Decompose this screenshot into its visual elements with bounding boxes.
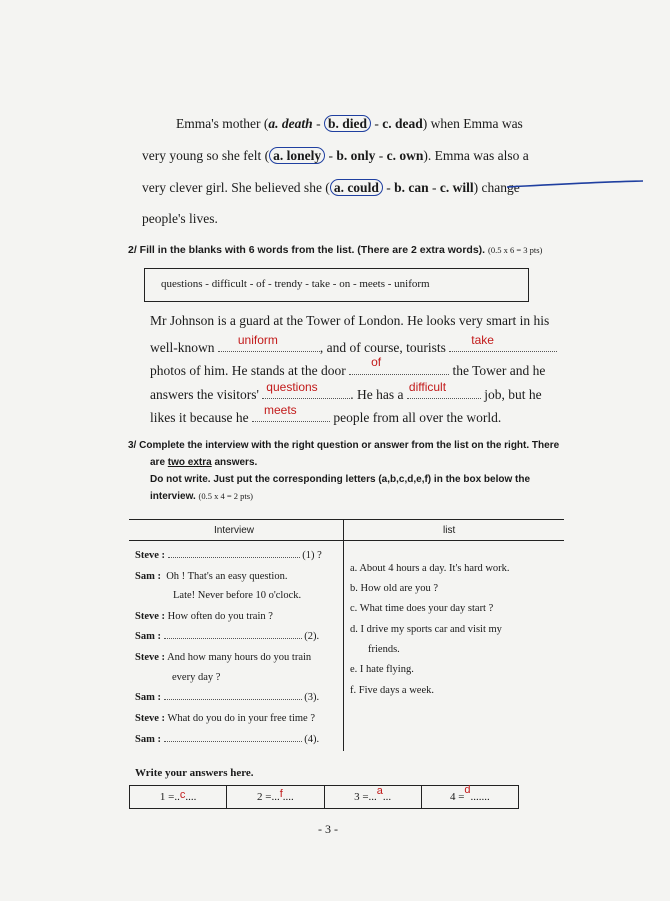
section-3-title-line-3: Do not write. Just put the corresponding letters (a,b,c,d,e,f) in the box below the: [150, 474, 531, 485]
list-item-e: e. I hate flying.: [350, 664, 414, 675]
option-death: a. death: [268, 116, 313, 131]
blank-3: [349, 355, 449, 375]
answer-cell-4: 4 = d .......: [449, 784, 490, 803]
interview-blank-1: [168, 557, 300, 558]
header-interview: Interview: [214, 525, 255, 536]
word-list: questions - difficult - of - trendy - take - on - meets - uniform: [161, 278, 430, 290]
section-3-title-line-4: interview. (0.5 x 4 = 2 pts): [150, 491, 253, 502]
interview-blank-2: [164, 638, 302, 639]
blank-2: [449, 333, 557, 352]
interview-line-1: Steve : (1) ?: [135, 550, 322, 561]
list-item-a: a. About 4 hours a day. It's hard work.: [350, 563, 510, 574]
interview-line-4: Sam : (2).: [135, 631, 320, 642]
blank-4: [262, 380, 350, 399]
answer-letter-2: f: [279, 788, 283, 800]
interview-line-5b: every day ?: [172, 672, 221, 683]
answer-difficult: difficult: [408, 380, 447, 394]
passage-line-4: people's lives.: [142, 211, 218, 226]
option-lonely-circled: a. lonely: [269, 147, 325, 164]
interview-line-3: Steve : How often do you train ?: [135, 611, 273, 622]
option-dead: c. dead: [382, 116, 423, 131]
list-item-d-cont: friends.: [368, 644, 400, 655]
answer-questions: questions: [266, 380, 318, 394]
option-will: c. will: [439, 180, 474, 195]
section-2-title: 2/ Fill in the blanks with 6 words from the list. (There are 2 extra words). (0.5 x 6 = 3 pts): [128, 244, 543, 256]
write-answers-label: Write your answers here.: [135, 767, 254, 779]
interview-line-8: Sam : (4).: [135, 734, 320, 745]
header-list: list: [443, 525, 456, 536]
interview-line-7: Steve : What do you do in your free time ?: [135, 713, 316, 724]
passage-line-3: very clever girl. She believed she ( a. could - b. can - c. will) change: [142, 180, 520, 195]
answer-cell-2: 2 = ... f ....: [227, 786, 324, 808]
table-header-rule: [129, 540, 564, 541]
answer-box: [129, 785, 519, 809]
answer-uniform: uniform: [237, 333, 278, 347]
answer-cell-1: 1 = .. c ....: [130, 786, 227, 808]
section-2-points: (0.5 x 6 = 3 pts): [488, 245, 543, 255]
interview-line-2: Sam : Oh ! That's an easy question.: [135, 571, 288, 582]
table-top-rule: [129, 519, 564, 520]
option-can: b. can: [394, 180, 429, 195]
answer-meets: meets: [263, 403, 297, 417]
section-3-title-line-2: are two extra answers.: [150, 457, 258, 468]
answer-letter-3: a: [376, 785, 383, 797]
option-own: c. own: [386, 148, 424, 163]
fill-text-line-1: Mr Johnson is a guard at the Tower of London. He looks very smart in his: [150, 313, 550, 328]
list-item-c: c. What time does your day start ?: [350, 603, 494, 614]
passage-line-1: Emma's mother (a. death - b. died - c. dead) when Emma was: [176, 116, 523, 131]
passage-line-2: very young so she felt ( a. lonely - b. only - c. own). Emma was also a: [142, 148, 529, 163]
interview-line-2b: Late! Never before 10 o'clock.: [173, 590, 302, 601]
option-only: b. only: [336, 148, 376, 163]
page-number: - 3 -: [318, 822, 338, 836]
option-could-circled: a. could: [330, 179, 383, 196]
answer-of: of: [371, 355, 382, 369]
fill-text-line-3: photos of him. He stands at the door of the Tower and he: [150, 355, 546, 378]
fill-text-line-5: likes it because he meets people from all over the world.: [150, 403, 502, 425]
interview-blank-3: [164, 699, 302, 700]
word-list-box: [144, 268, 529, 302]
list-item-d: d. I drive my sports car and visit my: [350, 624, 502, 635]
interview-line-6: Sam : (3).: [135, 692, 320, 703]
blank-5: [407, 380, 481, 399]
interview-line-5: Steve : And how many hours do you train: [135, 652, 312, 663]
list-item-f: f. Five days a week.: [350, 685, 434, 696]
answer-letter-1: c: [179, 789, 186, 801]
interview-blank-4: [164, 741, 302, 742]
option-died-circled: b. died: [324, 115, 371, 132]
answer-take: take: [471, 333, 494, 347]
fill-text-line-2: well-known uniform , and of course, tourists take: [150, 337, 557, 356]
pen-underline-stroke: [505, 176, 645, 192]
blank-6: [252, 403, 330, 422]
section-3-points: (0.5 x 4 = 2 pts): [198, 491, 253, 501]
answer-cell-3: 3 = ... a ...: [325, 786, 422, 808]
answer-letter-4: d: [464, 784, 471, 796]
list-item-b: b. How old are you ?: [350, 583, 439, 594]
section-3-title-line-1: 3/ Complete the interview with the right question or answer from the list on the right. There: [128, 440, 560, 451]
fill-text-line-4: answers the visitors' questions . He has a difficult job, but he: [150, 380, 542, 402]
blank-1: [218, 333, 320, 352]
table-divider: [343, 519, 344, 751]
